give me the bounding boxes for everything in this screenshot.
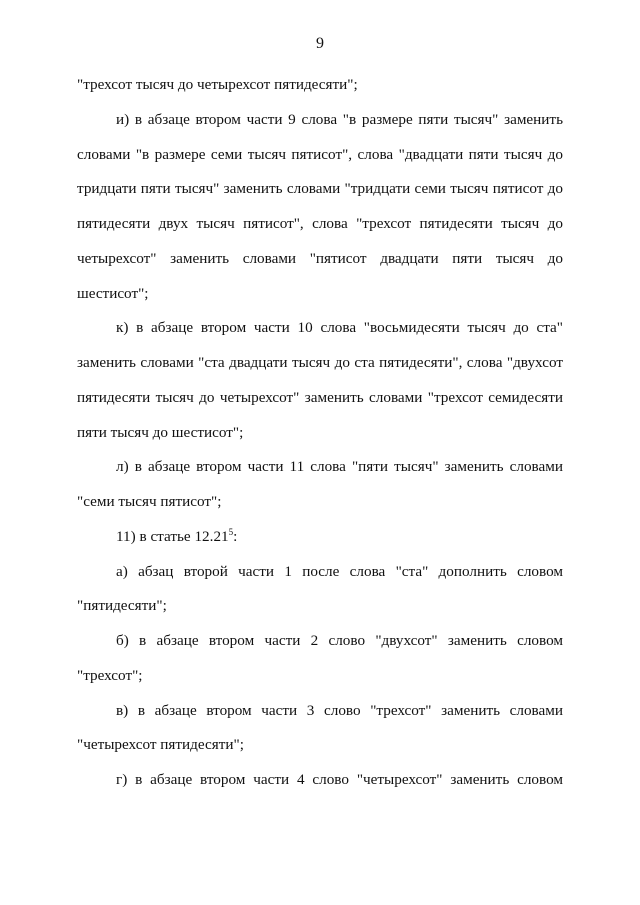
text-line: четырехсот" заменить словами "пятисот двадцати пяти тысяч до [77, 249, 563, 267]
text-line: в) в абзаце втором части 3 слово "трехсот" заменить словами [116, 701, 563, 719]
text-line: "трехсот тысяч до четырехсот пятидесяти"; [77, 76, 358, 93]
text-line: б) в абзаце втором части 2 слово "двухсот" заменить словом [116, 632, 563, 649]
document-body [77, 68, 563, 798]
article-heading-line [77, 520, 563, 555]
article-heading: 11) в статье 12.21 [116, 527, 229, 545]
text-line: а) абзац второй части 1 после слова "ста" дополнить словом [116, 562, 563, 580]
text-line: и) в абзаце втором части 9 слова "в размере пяти тысяч" заменить [116, 110, 563, 128]
text-line: тридцати пяти тысяч" заменить словами "тридцати семи тысяч пятисот до [77, 180, 563, 198]
text-line: словами "в размере семи тысяч пятисот", слова "двадцати пяти тысяч до [77, 145, 563, 163]
text-line: шестисот"; [77, 284, 149, 302]
text-line: г) в абзаце втором части 4 слово "четырехсот" заменить словом [116, 771, 563, 788]
text-line: к) в абзаце втором части 10 слова "восьмидесяти тысяч до ста" [116, 319, 563, 337]
text-line: пятидесяти двух тысяч пятисот", слова "трехсот пятидесяти тысяч до [77, 215, 563, 232]
text-line: пяти тысяч до шестисот"; [77, 423, 244, 441]
text-line: л) в абзаце втором части 11 слова "пяти тысяч" заменить словами [116, 458, 563, 476]
text-line: "трехсот"; [77, 666, 143, 684]
article-suffix: : [233, 527, 238, 545]
text-line: пятидесяти тысяч до четырехсот" заменить словами "трехсот семидесяти [77, 388, 563, 406]
text-line: "семи тысяч пятисот"; [77, 493, 222, 510]
text-line: заменить словами "ста двадцати тысяч до ста пятидесяти", слова "двухсот [77, 354, 563, 371]
text-line: "пятидесяти"; [77, 597, 167, 615]
page-number: 9 [316, 35, 324, 52]
article-superscript: 5 [228, 526, 234, 537]
text-line: "четырехсот пятидесяти"; [77, 736, 244, 754]
